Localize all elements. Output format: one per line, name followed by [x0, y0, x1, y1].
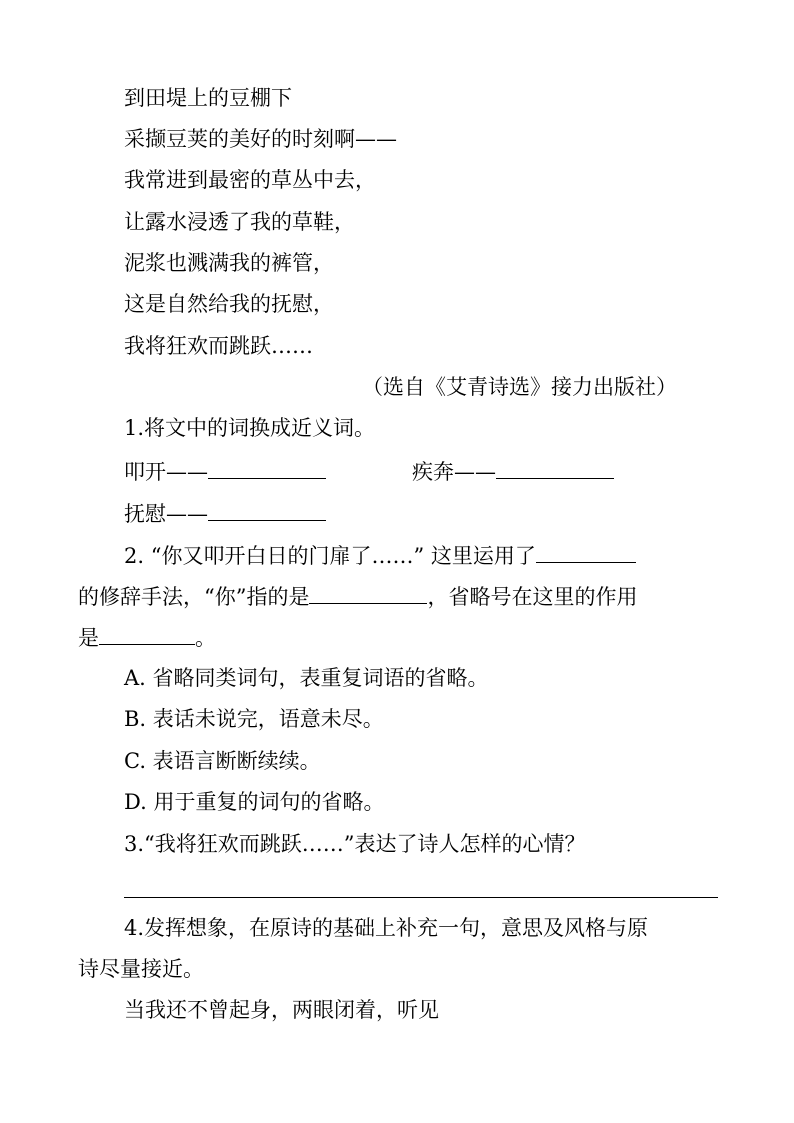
q1-item-2 — [412, 456, 614, 486]
q1-item-2-label: 疾奔—— — [412, 460, 496, 484]
answer-blank[interactable] — [208, 456, 326, 479]
poem-line: 让露水浸透了我的草鞋， — [124, 210, 355, 234]
answer-blank[interactable] — [208, 498, 326, 521]
option-b: B. 表话未说完，语意未尽。 — [124, 707, 384, 731]
question-2-text: 2. “你又叩开白日的门扉了……” 这里运用了 — [124, 544, 536, 568]
q1-item-3-label: 抚慰—— — [124, 502, 208, 526]
question-2-line-2 — [78, 581, 637, 611]
q1-item-3 — [124, 498, 326, 528]
option-a: A. 省略同类词句，表重复词语的省略。 — [124, 666, 489, 690]
answer-blank[interactable] — [309, 581, 427, 604]
question-2-text: 的修辞手法，“你”指的是 — [78, 585, 310, 609]
question-2-text: ，省略号在这里的作用 — [427, 585, 638, 609]
question-4-line-1: 4.发挥想象，在原诗的基础上补充一句，意思及风格与原 — [124, 916, 649, 940]
poem-line: 这是自然给我的抚慰， — [124, 292, 334, 316]
poem-line: 泥浆也溅满我的裤管， — [124, 251, 334, 275]
question-2-text: 。 — [195, 626, 216, 650]
question-1-prompt: 1.将文中的词换成近义词。 — [124, 416, 376, 440]
answer-blank[interactable] — [496, 456, 614, 479]
question-2-text: 是 — [78, 626, 99, 650]
answer-blank[interactable] — [99, 622, 195, 645]
question-4-line-2: 诗尽量接近。 — [78, 957, 204, 981]
poem-line: 采撷豆荚的美好的时刻啊—— — [124, 127, 397, 151]
question-2-line-3 — [78, 622, 216, 652]
question-3-prompt: 3.“我将狂欢而跳跃……”表达了诗人怎样的心情？ — [124, 832, 586, 856]
option-c: C. 表语言断断续续。 — [124, 749, 321, 773]
q1-item-1-label: 叩开—— — [124, 460, 208, 484]
answer-blank[interactable] — [536, 540, 636, 563]
poem-line: 我将狂欢而跳跃…… — [124, 334, 313, 358]
option-d: D. 用于重复的词句的省略。 — [124, 790, 385, 814]
q1-item-1 — [124, 456, 326, 486]
question-2-line-1 — [124, 540, 636, 570]
answer-line[interactable] — [124, 897, 718, 898]
source-citation: （选自《艾青诗选》接力出版社） — [362, 375, 677, 399]
poem-line: 到田堤上的豆棚下 — [124, 86, 292, 110]
question-4-line-3: 当我还不曾起身，两眼闭着，听见 — [124, 998, 439, 1022]
poem-line: 我常进到最密的草丛中去， — [124, 168, 376, 192]
